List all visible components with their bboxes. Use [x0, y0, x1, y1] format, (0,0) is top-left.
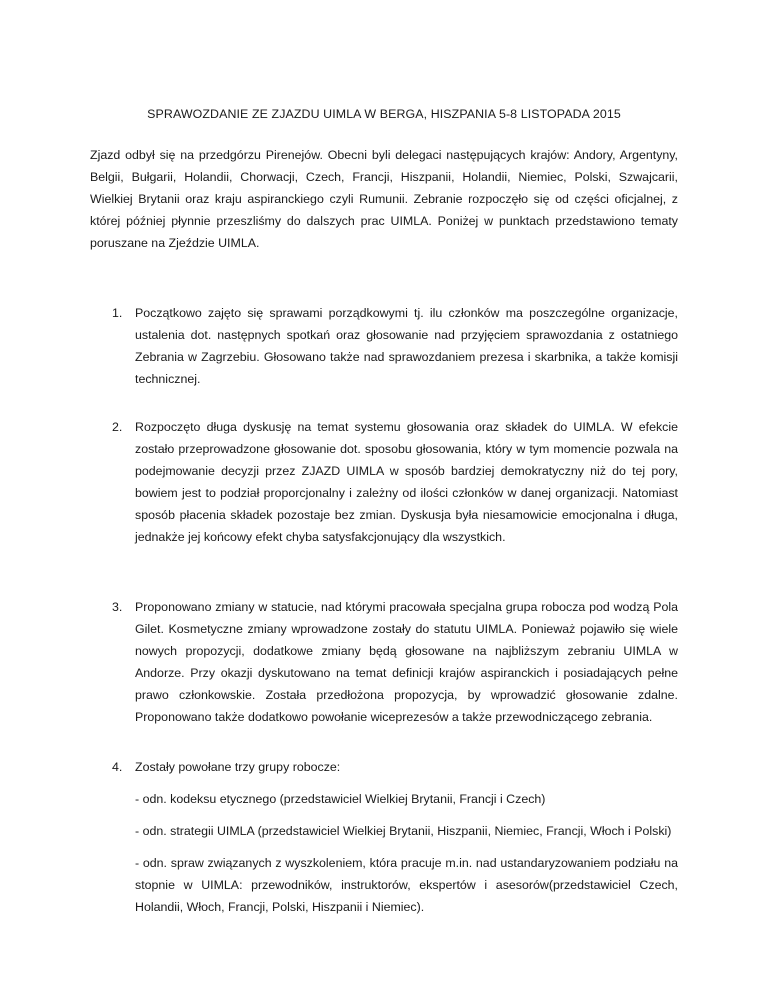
list-item-body — [135, 596, 678, 728]
list-item-paragraph: Proponowano zmiany w statucie, nad którymi pracowała specjalna grupa robocza pod wodzą Pola Gilet. Kosmetyczne zmiany wprowadzone zostały do statutu UIMLA. Ponieważ pojawiło się wiele nowych propozycji, dodatkowe zmiany będą głosowane na najbliższym zebraniu UIMLA w Andorze. Przy okazji dyskutowano na temat definicji krajów aspiranckich i posiadających pełne prawo członkowskie. Została przedłożona propozycja, by wprowadzić głosowanie zdalne. Proponowano także dodatkowo powołanie wiceprezesów a także przewodniczącego zebrania. — [135, 600, 678, 724]
list-item-subpoint: - odn. kodeksu etycznego (przedstawiciel Wielkiej Brytanii, Francji i Czech) — [135, 792, 546, 806]
list-item-4 — [90, 756, 678, 918]
list-item-number: 3. — [112, 600, 123, 614]
list-item-body — [135, 302, 678, 390]
list-item-body — [135, 416, 678, 548]
list-item-number: 1. — [112, 306, 123, 320]
list-item-2 — [90, 416, 678, 548]
list-item-subpoint: - odn. spraw związanych z wyszkoleniem, która pracuje m.in. nad ustandaryzowaniem podziału na stopnie w UIMLA: przewodników, instruktorów, ekspertów i asesorów(przedstawiciel Czech, Holandii, Włoch, Francji, Polski, Hiszpanii i Niemiec). — [135, 856, 678, 914]
list-item-3 — [90, 596, 678, 728]
list-item-paragraph: Rozpoczęto długa dyskusję na temat systemu głosowania oraz składek do UIMLA. W efekcie zostało przeprowadzone głosowanie dot. sposobu głosowania, który w tym momencie pozwala na podejmowanie decyzji przez ZJAZD UIMLA w sposób bardziej demokratyczny niż do tej pory, bowiem jest to podział proporcjonalny i zależny od ilości członków w danej organizacji. Natomiast sposób płacenia składek pozostaje bez zmian. Dyskusja była niesamowicie emocjonalna i długa, jednakże jej końcowy efekt chyba satysfakcjonujący dla wszystkich. — [135, 420, 678, 544]
list-item-1 — [90, 302, 678, 390]
list-item-number: 2. — [112, 420, 123, 434]
list-item-subpoint: - odn. strategii UIMLA (przedstawiciel Wielkiej Brytanii, Hiszpanii, Niemiec, Francji, Włoch i Polski) — [135, 824, 672, 838]
list-item-number: 4. — [112, 760, 123, 774]
list-item-paragraph: Początkowo zajęto się sprawami porządkowymi tj. ilu członków ma poszczególne organizacje, ustalenia dot. następnych spotkań oraz głosowanie nad przyjęciem sprawozdania z ostatniego Zebrania w Zagrzebiu. Głosowano także nad sprawozdaniem prezesa i skarbnika, a także komisji technicznej. — [135, 306, 678, 386]
list-item-paragraph: Zostały powołane trzy grupy robocze: — [135, 760, 341, 774]
list-item-body — [135, 756, 678, 918]
document-title: SPRAWOZDANIE ZE ZJAZDU UIMLA W BERGA, HISZPANIA 5-8 LISTOPADA 2015 — [147, 107, 621, 121]
intro-paragraph: Zjazd odbył się na przedgórzu Pirenejów. Obecni byli delegaci następujących krajów: Andory, Argentyny, Belgii, Bułgarii, Holandii, Chorwacji, Czech, Francji, Hiszpanii, Holandii, Niemiec, Polski, Szwajcarii, Wielkiej Brytanii oraz kraju aspiranckiego czyli Rumunii. Zebranie rozpoczęło się od części oficjalnej, z której później płynnie przeszliśmy do dalszych prac UIMLA. Poniżej w punktach przedstawiono tematy poruszane na Zjeździe UIMLA. — [90, 148, 678, 250]
